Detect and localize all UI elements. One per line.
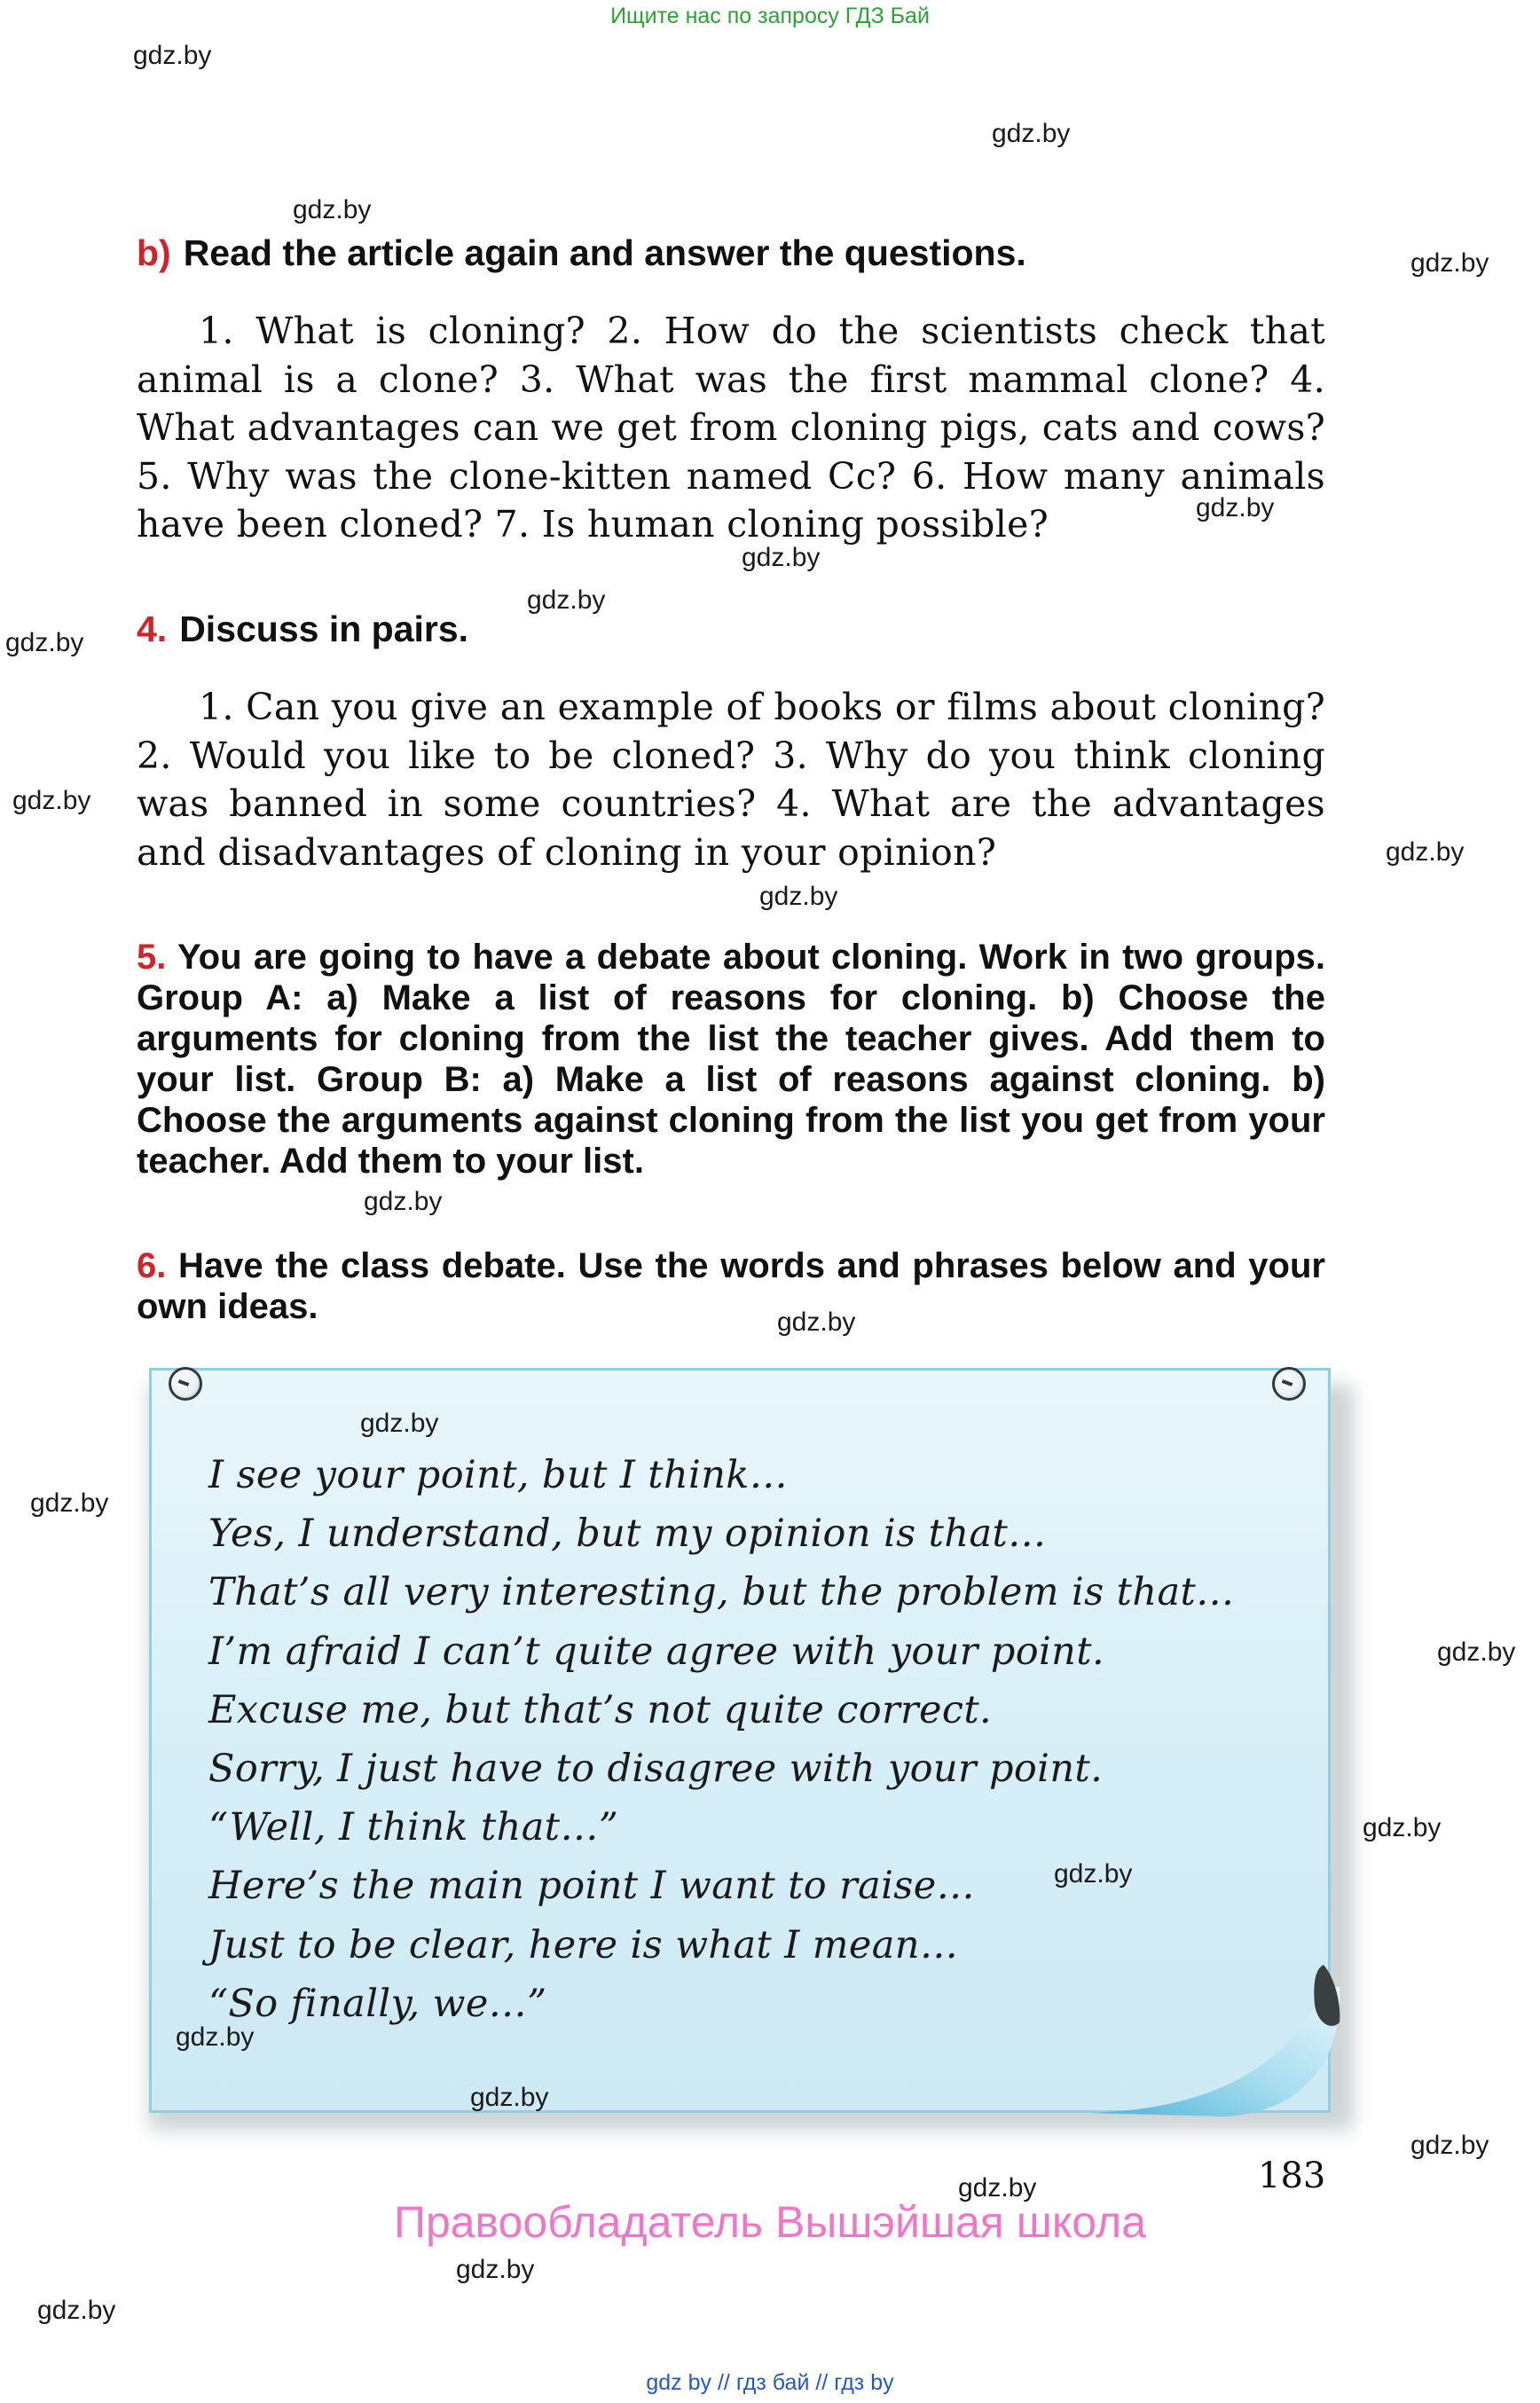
section-b-marker: b): [137, 232, 171, 273]
watermark: gdz.by: [759, 882, 838, 911]
phrase-item: Excuse me, but that’s not quite correct.: [208, 1687, 993, 1732]
watermark: gdz.by: [777, 1308, 856, 1337]
watermark: gdz.by: [12, 786, 91, 815]
watermark: gdz.by: [5, 628, 84, 657]
watermark: gdz.by: [456, 2255, 535, 2284]
watermark: gdz.by: [133, 41, 212, 70]
watermark: gdz.by: [293, 195, 372, 224]
phrase-item: Here’s the main point I want to raise…: [208, 1864, 976, 1909]
phrase-item: That’s all very interesting, but the problem is that…: [208, 1570, 1235, 1615]
task5-number: 5.: [137, 938, 167, 977]
watermark: gdz.by: [1437, 1637, 1516, 1667]
watermark: gdz.by: [742, 543, 821, 572]
watermark: gdz.by: [1410, 2131, 1489, 2160]
watermark: gdz.by: [30, 1488, 109, 1518]
watermark: gdz.by: [992, 119, 1071, 148]
page-number: 183: [1258, 2156, 1326, 2196]
phrase-item: I see your point, but I think…: [208, 1453, 789, 1497]
phrase-item: Yes, I understand, but my opinion is that…: [208, 1512, 1047, 1557]
phrase-item: Sorry, I just have to disagree with your point.: [208, 1747, 1104, 1792]
section-b-questions: [137, 307, 1325, 549]
task4-title: Discuss in pairs.: [179, 609, 469, 649]
watermark: gdz.by: [364, 1187, 443, 1216]
task5-text: You are going to have a debate about cloning. Work in two groups. Group A: a) Make a list of reasons for cloning. b) Choose the arguments for cloning from the list the teacher gives. Add them to your list. Group B: a) Make a list of reasons against cloning. b) Choose the arguments against cloning from the list you get from your teacher. Add them to your list.: [137, 938, 1326, 1181]
phrase-item: “So finally, we…”: [208, 1981, 547, 2026]
task6-block: [137, 1245, 1325, 1327]
task4-text: 1. Can you give an example of books or films about cloning? 2. Would you like to be cloned? 3. Why do you think cloning was banned in some countries? 4. What are the advantages and disadvantages of cloning in your opinion?: [137, 686, 1325, 874]
phrase-item: I’m afraid I can’t quite agree with your point.: [208, 1629, 1105, 1674]
task6-number: 6.: [137, 1246, 167, 1285]
footer-links: gdz by // гдз бай // гдз by: [646, 2370, 894, 2395]
copyright-owner-line: Правообладатель Вышэйшая школа: [394, 2197, 1146, 2247]
section-b-heading: [137, 232, 1325, 273]
section-b-text: 1. What is cloning? 2. How do the scientists check that animal is a clone? 3. What was the first mammal clone? 4. What advantages can we get from cloning pigs, cats and cows? 5. Why was the clone-kitten named Cc? 6. How many animals have been cloned? 7. Is human cloning possible?: [137, 310, 1325, 546]
watermark: gdz.by: [1054, 1859, 1133, 1889]
pin-icon: [1272, 1367, 1306, 1401]
watermark: gdz.by: [176, 2022, 255, 2052]
phrase-list: [208, 1446, 1273, 2033]
watermark: gdz.by: [1410, 248, 1489, 278]
task6-text: Have the class debate. Use the words and phrases below and your own ideas.: [137, 1246, 1325, 1326]
watermark: gdz.by: [360, 1409, 439, 1438]
watermark: gdz.by: [1386, 837, 1465, 867]
pin-icon: [169, 1367, 202, 1401]
task5-block: [137, 937, 1325, 1182]
watermark: gdz.by: [1363, 1813, 1442, 1842]
task4-heading: [137, 609, 1325, 649]
task4-number: 4.: [137, 609, 168, 649]
phrase-item: Just to be clear, here is what I mean…: [208, 1922, 959, 1967]
watermark: gdz.by: [527, 585, 606, 615]
top-note: Ищите нас по запросу ГДЗ Бай: [610, 4, 930, 28]
watermark: gdz.by: [470, 2083, 549, 2112]
phrase-item: “Well, I think that…”: [208, 1805, 619, 1850]
task4-questions: [137, 683, 1325, 876]
watermark: gdz.by: [1196, 493, 1275, 522]
watermark: gdz.by: [958, 2173, 1037, 2203]
section-b-title: Read the article again and answer the questions.: [183, 232, 1026, 273]
watermark: gdz.by: [37, 2296, 116, 2325]
